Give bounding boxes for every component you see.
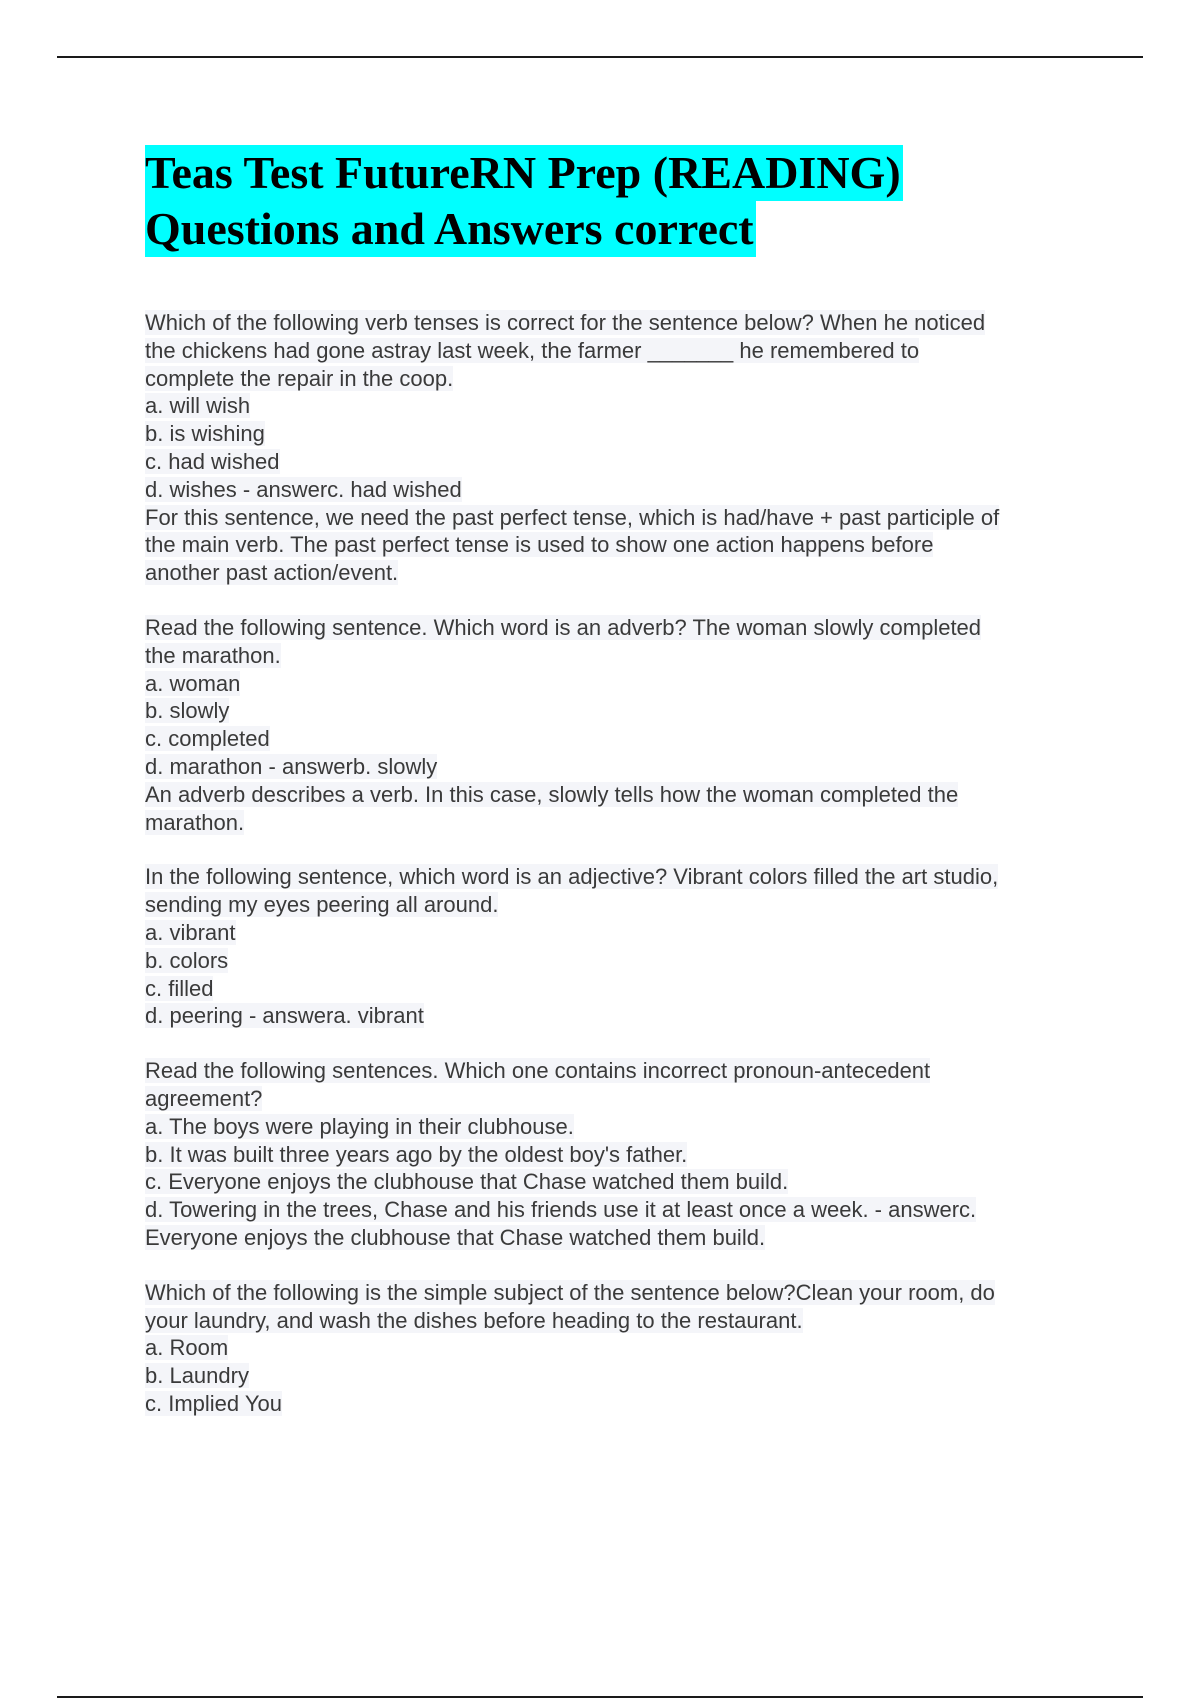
answer-option: a. vibrant [145, 919, 236, 945]
question-block [145, 614, 1095, 836]
question-block [145, 1057, 1095, 1252]
question-text-line: the marathon. [145, 642, 281, 668]
answer-option: c. Everyone enjoys the clubhouse that Chase watched them build. [145, 1169, 789, 1195]
explanation-line: the main verb. The past perfect tense is used to show one action happens before [145, 532, 934, 558]
answer-option: b. slowly [145, 698, 230, 724]
document-title [145, 145, 1095, 257]
answer-option: a. Room [145, 1335, 229, 1361]
answer-option: c. Implied You [145, 1390, 282, 1416]
answer-option: b. colors [145, 947, 229, 973]
answer-option: d. wishes - answerc. had wished [145, 476, 462, 502]
question-block [145, 1279, 1095, 1418]
question-block [145, 863, 1095, 1030]
answer-option: b. Laundry [145, 1363, 249, 1389]
explanation-line: marathon. [145, 809, 245, 835]
answer-option: d. Towering in the trees, Chase and his friends use it at least once a week. - answerc. [145, 1197, 977, 1223]
bottom-rule [57, 1696, 1143, 1698]
question-text-line: your laundry, and wash the dishes before heading to the restaurant. [145, 1307, 803, 1333]
answer-option: a. The boys were playing in their clubhouse. [145, 1113, 574, 1139]
question-text-line: agreement? [145, 1085, 263, 1111]
explanation-line: another past action/event. [145, 560, 399, 586]
answer-option: a. will wish [145, 393, 251, 419]
document-body [145, 145, 1095, 1445]
question-text-line: Read the following sentence. Which word is an adverb? The woman slowly completed [145, 614, 982, 640]
question-list [145, 309, 1095, 1418]
answer-option: c. had wished [145, 448, 280, 474]
answer-line: Everyone enjoys the clubhouse that Chase watched them build. [145, 1224, 766, 1250]
explanation-line: An adverb describes a verb. In this case, slowly tells how the woman completed the [145, 781, 959, 807]
answer-option: b. is wishing [145, 421, 265, 447]
question-block [145, 309, 1095, 587]
question-text-line: Read the following sentences. Which one contains incorrect pronoun-antecedent [145, 1058, 931, 1084]
question-text-line: In the following sentence, which word is an adjective? Vibrant colors filled the art studio, [145, 864, 999, 890]
question-text-line: Which of the following verb tenses is correct for the sentence below? When he noticed [145, 310, 986, 335]
explanation-line: For this sentence, we need the past perfect tense, which is had/have + past participle of [145, 504, 1000, 530]
question-text-line: sending my eyes peering all around. [145, 892, 499, 918]
question-text-line: complete the repair in the coop. [145, 365, 454, 391]
question-text-line: Which of the following is the simple subject of the sentence below?Clean your room, do [145, 1279, 995, 1305]
top-rule [57, 56, 1143, 58]
answer-option: c. completed [145, 726, 270, 752]
answer-option: d. marathon - answerb. slowly [145, 753, 438, 779]
title-line: Teas Test FutureRN Prep (READING) [145, 145, 903, 201]
answer-option: a. woman [145, 670, 241, 696]
answer-option: d. peering - answera. vibrant [145, 1003, 424, 1029]
answer-option: b. It was built three years ago by the oldest boy's father. [145, 1141, 688, 1167]
title-line: Questions and Answers correct [145, 201, 756, 257]
answer-option: c. filled [145, 975, 214, 1001]
question-text-line: the chickens had gone astray last week, the farmer _______ he remembered to [145, 337, 920, 363]
